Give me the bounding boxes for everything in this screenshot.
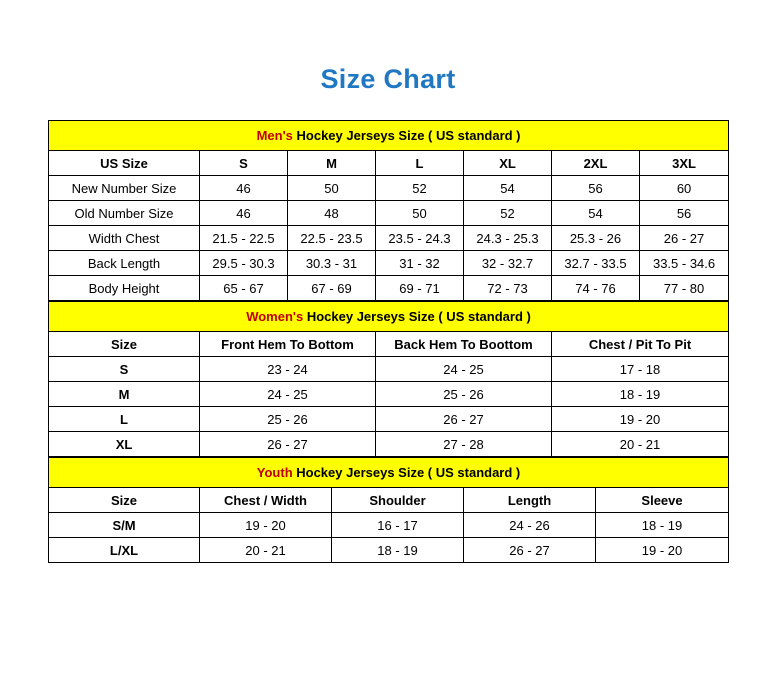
mens-row-2-val-2: 23.5 - 24.3 bbox=[376, 226, 464, 251]
table-row bbox=[49, 513, 729, 538]
womens-row-1-label: M bbox=[49, 382, 200, 407]
mens-row-0-val-1: 50 bbox=[288, 176, 376, 201]
mens-row-3-label: Back Length bbox=[49, 251, 200, 276]
mens-row-0-val-4: 56 bbox=[552, 176, 640, 201]
womens-col-1: Front Hem To Bottom bbox=[200, 332, 376, 357]
womens-row-0-val-1: 24 - 25 bbox=[376, 357, 552, 382]
mens-row-4-val-1: 67 - 69 bbox=[288, 276, 376, 301]
mens-row-2-val-3: 24.3 - 25.3 bbox=[464, 226, 552, 251]
table-header-row bbox=[49, 332, 729, 357]
womens-section-header bbox=[49, 302, 729, 332]
mens-section-header bbox=[49, 121, 729, 151]
youth-col-0: Size bbox=[49, 488, 200, 513]
womens-col-3: Chest / Pit To Pit bbox=[552, 332, 729, 357]
mens-row-1-val-0: 46 bbox=[200, 201, 288, 226]
youth-row-0-label: S/M bbox=[49, 513, 200, 538]
mens-col-2: M bbox=[288, 151, 376, 176]
mens-col-4: XL bbox=[464, 151, 552, 176]
womens-col-0: Size bbox=[49, 332, 200, 357]
mens-row-4-val-3: 72 - 73 bbox=[464, 276, 552, 301]
mens-row-1-val-3: 52 bbox=[464, 201, 552, 226]
mens-row-1-val-2: 50 bbox=[376, 201, 464, 226]
mens-row-4-val-0: 65 - 67 bbox=[200, 276, 288, 301]
womens-row-3-label: XL bbox=[49, 432, 200, 457]
mens-size-table bbox=[48, 120, 729, 301]
table-row bbox=[49, 382, 729, 407]
womens-row-3-val-0: 26 - 27 bbox=[200, 432, 376, 457]
womens-size-table bbox=[48, 301, 729, 457]
mens-row-2-val-0: 21.5 - 22.5 bbox=[200, 226, 288, 251]
mens-col-6: 3XL bbox=[640, 151, 729, 176]
youth-row-0-val-0: 19 - 20 bbox=[200, 513, 332, 538]
mens-row-2-val-4: 25.3 - 26 bbox=[552, 226, 640, 251]
womens-row-1-val-0: 24 - 25 bbox=[200, 382, 376, 407]
table-section-header-row bbox=[49, 121, 729, 151]
youth-row-1-val-1: 18 - 19 bbox=[332, 538, 464, 563]
youth-col-1: Chest / Width bbox=[200, 488, 332, 513]
mens-row-4-val-5: 77 - 80 bbox=[640, 276, 729, 301]
womens-header-accent: Women's bbox=[246, 309, 304, 324]
table-row bbox=[49, 201, 729, 226]
youth-row-1-val-2: 26 - 27 bbox=[464, 538, 596, 563]
womens-row-1-val-1: 25 - 26 bbox=[376, 382, 552, 407]
table-header-row bbox=[49, 488, 729, 513]
mens-col-3: L bbox=[376, 151, 464, 176]
mens-row-2-val-5: 26 - 27 bbox=[640, 226, 729, 251]
mens-col-0: US Size bbox=[49, 151, 200, 176]
youth-row-0-val-3: 18 - 19 bbox=[596, 513, 729, 538]
table-row bbox=[49, 407, 729, 432]
womens-row-2-val-1: 26 - 27 bbox=[376, 407, 552, 432]
womens-col-2: Back Hem To Boottom bbox=[376, 332, 552, 357]
table-row bbox=[49, 226, 729, 251]
mens-row-2-val-1: 22.5 - 23.5 bbox=[288, 226, 376, 251]
mens-row-4-val-2: 69 - 71 bbox=[376, 276, 464, 301]
mens-row-1-val-4: 54 bbox=[552, 201, 640, 226]
youth-header-accent: Youth bbox=[256, 465, 293, 480]
youth-row-1-val-0: 20 - 21 bbox=[200, 538, 332, 563]
table-section-header-row bbox=[49, 302, 729, 332]
mens-row-3-val-3: 32 - 32.7 bbox=[464, 251, 552, 276]
youth-section-header bbox=[49, 458, 729, 488]
mens-row-0-val-3: 54 bbox=[464, 176, 552, 201]
womens-row-3-val-1: 27 - 28 bbox=[376, 432, 552, 457]
womens-row-2-label: L bbox=[49, 407, 200, 432]
mens-row-3-val-1: 30.3 - 31 bbox=[288, 251, 376, 276]
mens-row-3-val-0: 29.5 - 30.3 bbox=[200, 251, 288, 276]
mens-row-4-label: Body Height bbox=[49, 276, 200, 301]
table-section-header-row bbox=[49, 458, 729, 488]
womens-row-2-val-2: 19 - 20 bbox=[552, 407, 729, 432]
youth-row-1-val-3: 19 - 20 bbox=[596, 538, 729, 563]
table-row bbox=[49, 251, 729, 276]
womens-row-0-label: S bbox=[49, 357, 200, 382]
mens-row-3-val-4: 32.7 - 33.5 bbox=[552, 251, 640, 276]
womens-header-rest: Hockey Jerseys Size ( US standard ) bbox=[303, 309, 531, 324]
mens-col-5: 2XL bbox=[552, 151, 640, 176]
mens-col-1: S bbox=[200, 151, 288, 176]
youth-size-table bbox=[48, 457, 729, 563]
mens-row-1-val-1: 48 bbox=[288, 201, 376, 226]
youth-row-1-label: L/XL bbox=[49, 538, 200, 563]
table-row bbox=[49, 176, 729, 201]
mens-row-3-val-5: 33.5 - 34.6 bbox=[640, 251, 729, 276]
mens-row-4-val-4: 74 - 76 bbox=[552, 276, 640, 301]
youth-row-0-val-1: 16 - 17 bbox=[332, 513, 464, 538]
mens-header-rest: Hockey Jerseys Size ( US standard ) bbox=[292, 128, 521, 143]
mens-row-1-label: Old Number Size bbox=[49, 201, 200, 226]
table-row bbox=[49, 432, 729, 457]
youth-col-3: Length bbox=[464, 488, 596, 513]
womens-row-0-val-0: 23 - 24 bbox=[200, 357, 376, 382]
table-row bbox=[49, 538, 729, 563]
youth-header-rest: Hockey Jerseys Size ( US standard ) bbox=[292, 465, 521, 480]
size-chart-tables bbox=[48, 120, 728, 563]
mens-row-0-val-2: 52 bbox=[376, 176, 464, 201]
mens-row-3-val-2: 31 - 32 bbox=[376, 251, 464, 276]
youth-col-4: Sleeve bbox=[596, 488, 729, 513]
womens-row-0-val-2: 17 - 18 bbox=[552, 357, 729, 382]
table-row bbox=[49, 276, 729, 301]
youth-col-2: Shoulder bbox=[332, 488, 464, 513]
mens-header-accent: Men's bbox=[256, 128, 293, 143]
womens-row-1-val-2: 18 - 19 bbox=[552, 382, 729, 407]
mens-row-0-label: New Number Size bbox=[49, 176, 200, 201]
page-title: Size Chart bbox=[320, 64, 456, 94]
mens-row-1-val-5: 56 bbox=[640, 201, 729, 226]
table-row bbox=[49, 357, 729, 382]
womens-row-2-val-0: 25 - 26 bbox=[200, 407, 376, 432]
youth-row-0-val-2: 24 - 26 bbox=[464, 513, 596, 538]
mens-row-0-val-0: 46 bbox=[200, 176, 288, 201]
mens-row-2-label: Width Chest bbox=[49, 226, 200, 251]
table-header-row bbox=[49, 151, 729, 176]
womens-row-3-val-2: 20 - 21 bbox=[552, 432, 729, 457]
mens-row-0-val-5: 60 bbox=[640, 176, 729, 201]
